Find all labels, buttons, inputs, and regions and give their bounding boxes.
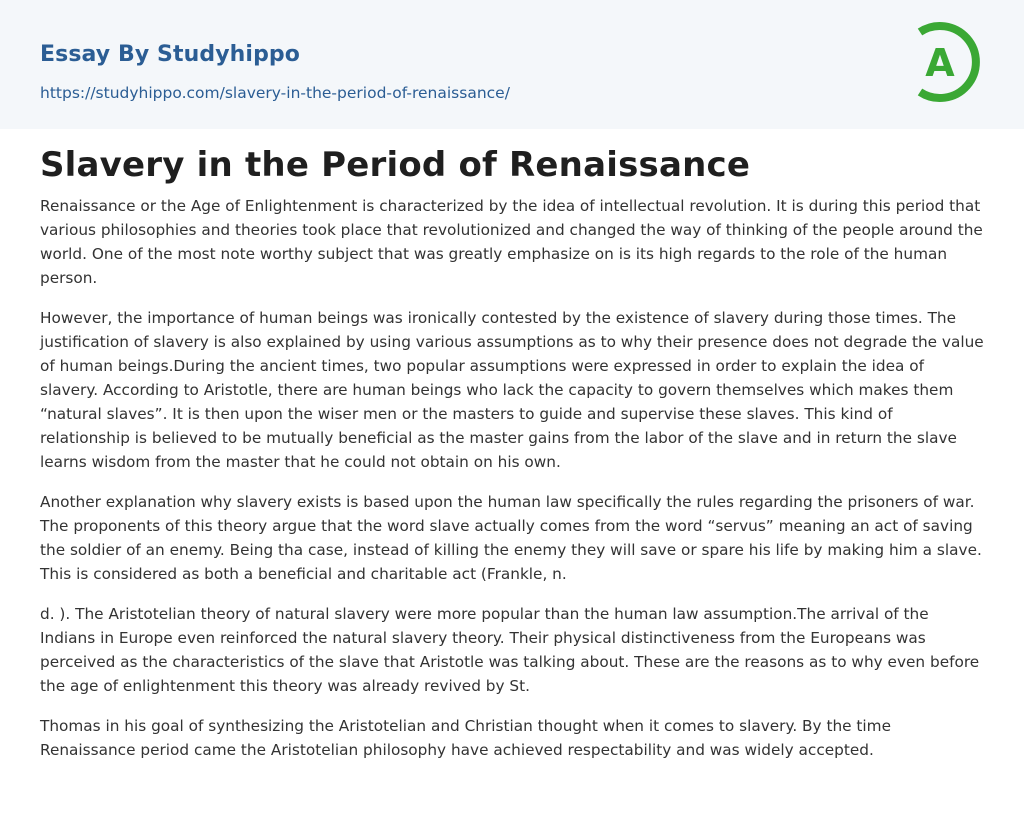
- site-header: [0, 0, 1024, 129]
- article-paragraph: Another explanation why slavery exists is based upon the human law specifically the rules regarding the prisoners of war. The proponents of this theory argue that the word slave actually comes from the word “servus” meaning an act of saving the soldier of an enemy. Being tha case, instead of killing the enemy they will save or spare his life by making him a slave. This is considered as both a beneficial and charitable act (Frankle, n.: [40, 493, 982, 583]
- logo-letter: A: [925, 41, 955, 85]
- article-paragraph: However, the importance of human beings was ironically contested by the existence of slavery during those times. The justification of slavery is also explained by using various assumptions as to why their presence does not degrade the value of human beings.During the ancient times, two popular assumptions were expressed in order to explain the idea of slavery. According to Aristotle, there are human beings who lack the capacity to govern themselves which makes them “natural slaves”. It is then upon the wiser men or the masters to guide and supervise these slaves. This kind of relationship is believed to be mutually beneficial as the master gains from the labor of the slave and in return the slave learns wisdom from the master that he could not obtain on his own.: [40, 309, 984, 471]
- article-paragraph: Renaissance or the Age of Enlightenment is characterized by the idea of intellectual revolution. It is during this period that various philosophies and theories took place that revolutionized and changed the way of thinking of the people around the world. One of the most note worthy subject that was greatly emphasize on is its high regards to the role of the human person.: [40, 197, 983, 287]
- article-body: [40, 194, 986, 778]
- article-url-link[interactable]: https://studyhippo.com/slavery-in-the-period-of-renaissance/: [40, 84, 510, 102]
- brand-title[interactable]: Essay By Studyhippo: [40, 42, 300, 67]
- studyhippo-logo-icon[interactable]: [906, 14, 990, 109]
- article-paragraph: d. ). The Aristotelian theory of natural slavery were more popular than the human law assumption.The arrival of the Indians in Europe even reinforced the natural slavery theory. Their physical distinctiveness from the Europeans was perceived as the characteristics of the slave that Aristotle was talking about. These are the reasons as to why even before the age of enlightenment this theory was already revived by St.: [40, 605, 980, 695]
- article-title: Slavery in the Period of Renaissance: [40, 145, 751, 185]
- article-paragraph: Thomas in his goal of synthesizing the Aristotelian and Christian thought when it comes to slavery. By the time Renaissance period came the Aristotelian philosophy have achieved respectability and was widely accepted.: [40, 717, 891, 759]
